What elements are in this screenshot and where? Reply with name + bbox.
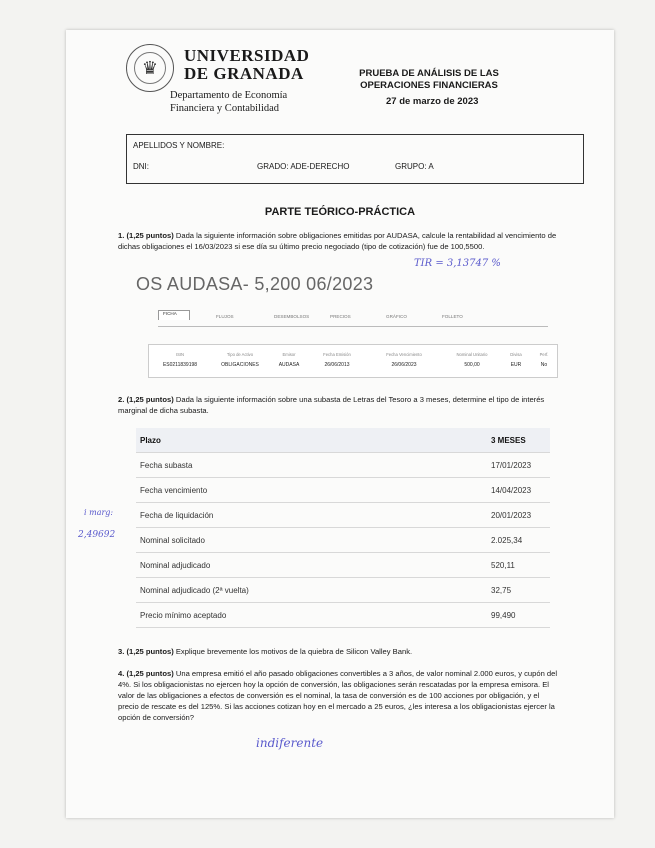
table-cell: 2.025,34 xyxy=(487,528,550,553)
table-row xyxy=(136,453,550,478)
section-title: PARTE TEÓRICO-PRÁCTICA xyxy=(264,206,416,218)
table-cell: 99,490 xyxy=(487,603,550,628)
question-1-number: 1. xyxy=(118,231,125,240)
name-label: APELLIDOS Y NOMBRE: xyxy=(133,141,225,150)
info-header-tipo: Tipo de Activo xyxy=(226,352,254,357)
handwritten-margin-label: i marg: xyxy=(84,508,114,517)
table-cell: Plazo xyxy=(136,428,487,453)
info-value-fecha-emision: 26/06/2013 xyxy=(324,362,350,368)
letras-table xyxy=(136,428,550,628)
university-name-line2: DE GRANADA xyxy=(184,64,304,83)
table-row xyxy=(136,478,550,503)
university-seal-icon: ♛ xyxy=(126,44,174,92)
info-value-emisor: AUDASA xyxy=(278,362,300,368)
question-4-number: 4. xyxy=(118,669,125,678)
department-line2: Financiera y Contabilidad xyxy=(170,103,280,114)
handwritten-answer: indiferente xyxy=(256,736,324,750)
handwritten-tir: TIR = 3,13747 % xyxy=(414,258,501,269)
question-3-number: 3. xyxy=(118,647,125,656)
info-header-emisor: Emisor xyxy=(282,352,296,357)
question-3-points: (1,25 puntos) xyxy=(126,647,174,656)
info-header-isin: ISIN xyxy=(175,352,185,357)
table-cell: Fecha de liquidación xyxy=(136,503,487,528)
question-2-points: (1,25 puntos) xyxy=(126,395,174,404)
question-1-points: (1,25 puntos) xyxy=(126,231,174,240)
info-header-fecha-vencimiento: Fecha Vencimiento xyxy=(386,352,422,357)
table-cell: 17/01/2023 xyxy=(487,453,550,478)
question-2-number: 2. xyxy=(118,395,125,404)
table-cell: Precio mínimo aceptado xyxy=(136,603,487,628)
exam-page xyxy=(66,30,614,818)
table-cell: 3 MESES xyxy=(487,428,550,453)
info-value-nominal: 500,00 xyxy=(464,362,480,368)
grado-label: GRADO: ADE-DERECHO xyxy=(257,162,350,171)
info-value-fecha-vencimiento: 26/06/2023 xyxy=(391,362,417,368)
question-2 xyxy=(118,394,558,416)
department-line1: Departamento de Economía xyxy=(170,90,288,101)
table-cell: 32,75 xyxy=(487,578,550,603)
info-header-divisa: Divisa xyxy=(510,352,522,357)
table-row xyxy=(136,428,550,453)
student-id-box xyxy=(126,134,584,184)
tab-precios[interactable]: PRECIOS xyxy=(330,314,351,319)
table-row xyxy=(136,503,550,528)
tab-desembolsos[interactable]: DESEMBOLSOS xyxy=(274,314,310,319)
info-header-nominal: Nominal Unitario xyxy=(456,352,488,357)
table-cell: Fecha vencimiento xyxy=(136,478,487,503)
tab-grafico[interactable]: GRÁFICO xyxy=(386,314,407,319)
question-4-text: Una empresa emitió el año pasado obligaciones convertibles a 3 años, de valor nominal 2.000 euros, y cupón del 4%. Si los obligacionistas no ejercen hoy la opción de conversión, las obligaciones serán rescatadas por la empresa emisora. El valor de las obligaciones a efectos de conversión es el nominal, la tasa de conversión es de 100 acciones por obligación, y el precio de rescate es del 125%. Si las acciones cotizan hoy en el mercado a 25 euros, ¿les interesa a los obligacionistas ejercer la opción de conversión? xyxy=(118,669,558,722)
question-4-points: (1,25 puntos) xyxy=(126,669,174,678)
question-3-text: Explique brevemente los motivos de la quiebra de Silicon Valley Bank. xyxy=(175,647,413,656)
table-row xyxy=(136,603,550,628)
question-1 xyxy=(118,230,558,252)
info-header-fecha-emision: Fecha Emisión xyxy=(323,352,351,357)
exam-title: PRUEBA DE ANÁLISIS DE LAS OPERACIONES FINANCIERAS xyxy=(359,68,499,91)
question-2-text: Dada la siguiente información sobre una subasta de Letras del Tesoro a 3 meses, determine el tipo de interés marginal de dicha subasta. xyxy=(118,395,545,415)
dni-label: DNI: xyxy=(133,162,149,171)
info-value-divisa: EUR xyxy=(510,362,522,368)
table-cell: Nominal solicitado xyxy=(136,528,487,553)
table-row xyxy=(136,578,550,603)
exam-date: 27 de marzo de 2023 xyxy=(386,96,479,107)
info-value-isin: ES0211839198 xyxy=(162,362,198,368)
instrument-tabs xyxy=(158,312,548,327)
instrument-info-box xyxy=(148,344,558,378)
table-cell: 520,11 xyxy=(487,553,550,578)
table-cell: 20/01/2023 xyxy=(487,503,550,528)
table-row xyxy=(136,553,550,578)
info-value-tipo: OBLIGACIONES xyxy=(221,362,259,368)
university-name-line1: UNIVERSIDAD xyxy=(184,46,310,65)
info-value-perf: No xyxy=(540,362,548,368)
handwritten-margin-value: 2,49692 xyxy=(78,530,116,540)
table-cell: Fecha subasta xyxy=(136,453,487,478)
question-3 xyxy=(118,646,558,657)
grupo-label: GRUPO: A xyxy=(395,162,434,171)
tab-ficha[interactable]: FICHA xyxy=(158,310,190,320)
table-cell: 14/04/2023 xyxy=(487,478,550,503)
table-cell: Nominal adjudicado (2ª vuelta) xyxy=(136,578,487,603)
info-header-perf: Perf. xyxy=(539,352,549,357)
tab-flujos[interactable]: FLUJOS xyxy=(216,314,234,319)
question-4 xyxy=(118,668,558,723)
question-1-text: Dada la siguiente información sobre obligaciones emitidas por AUDASA, calcule la rentabilidad al vencimiento de dichas obligaciones el 16/03/2023 si ese día su último precio negociado (tipo de cotización) fue de 100,5500. xyxy=(118,231,557,251)
tab-folleto[interactable]: FOLLETO xyxy=(442,314,463,319)
table-cell: Nominal adjudicado xyxy=(136,553,487,578)
instrument-title: OS AUDASA- 5,200 06/2023 xyxy=(136,274,374,294)
table-row xyxy=(136,528,550,553)
